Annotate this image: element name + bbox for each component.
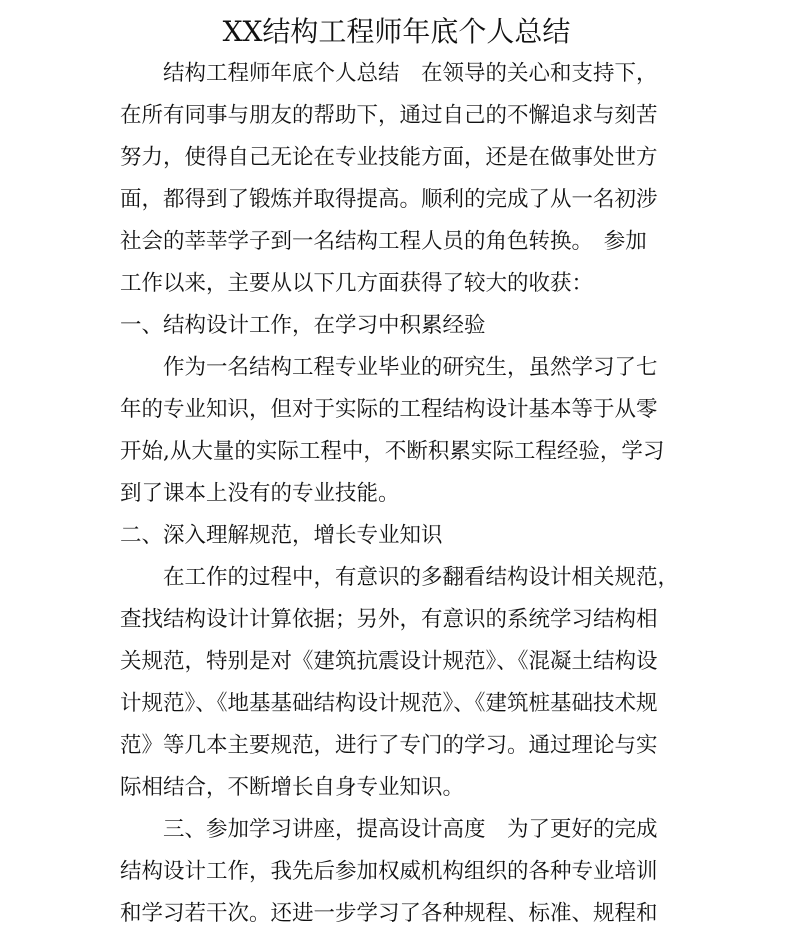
paragraph-line: 计规范》、《地基基础结构设计规范》、《建筑桩基础技术规	[120, 691, 658, 716]
paragraph-line: 年的专业知识，但对于实际的工程结构设计基本等于从零	[120, 397, 658, 422]
paragraph-line: 关规范，特别是对《建筑抗震设计规范》、《混凝土结构设	[120, 649, 658, 674]
section-heading: 二、深入理解规范，增长专业知识	[120, 523, 443, 548]
paragraph-line: 查找结构设计计算依据；另外，有意识的系统学习结构相	[120, 607, 658, 632]
paragraph-line: 和学习若干次。还进一步学习了各种规程、标准、规程和	[120, 901, 658, 926]
paragraph-line: 范》等几本主要规范，进行了专门的学习。通过理论与实	[120, 733, 658, 758]
paragraph-line: 开始,从大量的实际工程中，不断积累实际工程经验，学习	[120, 439, 665, 464]
paragraph-line: 在所有同事与朋友的帮助下，通过自己的不懈追求与刻苦	[120, 103, 658, 128]
paragraph-line: 面，都得到了锻炼并取得提高。顺利的完成了从一名初涉	[120, 187, 658, 212]
paragraph-line: 在工作的过程中，有意识的多翻看结构设计相关规范，	[163, 565, 680, 590]
paragraph-line: 到了课本上没有的专业技能。	[120, 481, 400, 506]
paragraph-line: 工作以来，主要从以下几方面获得了较大的收获：	[120, 271, 594, 296]
paragraph-line: 努力，使得自己无论在专业技能方面，还是在做事处世方	[120, 145, 658, 170]
paragraph-line: 作为一名结构工程专业毕业的研究生，虽然学习了七	[163, 355, 658, 380]
paragraph-line: 社会的莘莘学子到一名结构工程人员的角色转换。 参加	[120, 229, 647, 254]
section-heading: 三、参加学习讲座，提高设计高度 为了更好的完成	[163, 817, 658, 842]
paragraph-line: 际相结合，不断增长自身专业知识。	[120, 775, 465, 800]
document-title: XX结构工程师年底个人总结	[222, 15, 571, 48]
paragraph-line: 结构工程师年底个人总结 在领导的关心和支持下，	[163, 61, 658, 86]
paragraph-line: 结构设计工作，我先后参加权威机构组织的各种专业培训	[120, 859, 658, 884]
section-heading: 一、结构设计工作，在学习中积累经验	[120, 313, 486, 338]
